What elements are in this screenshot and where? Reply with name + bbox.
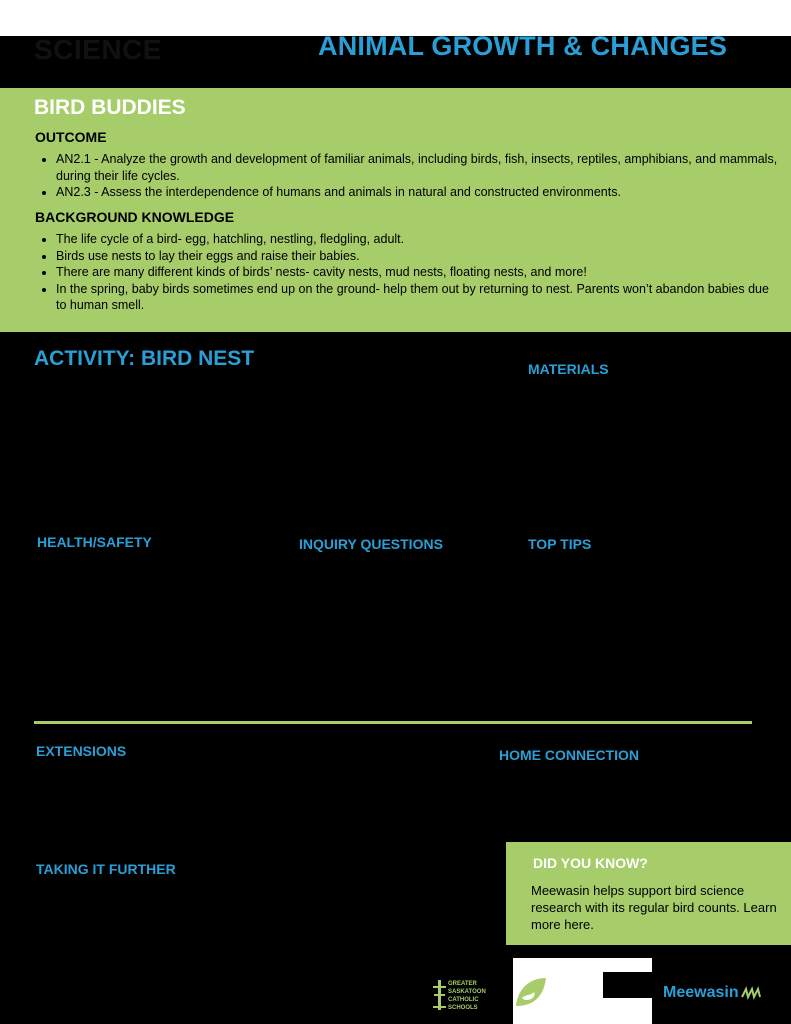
- taking-it-further-heading: TAKING IT FURTHER: [36, 861, 176, 877]
- did-you-know-heading: DID YOU KNOW?: [533, 855, 648, 871]
- background-heading: BACKGROUND KNOWLEDGE: [35, 209, 235, 225]
- logo-text-line: SASKATOON: [448, 989, 486, 995]
- top-tips-heading: TOP TIPS: [528, 536, 592, 552]
- logo-text-line: CATHOLIC: [448, 997, 479, 1003]
- list-item: • In the spring, baby birds sometimes end up on the ground- help them out by returning to nest. Parents won’t abandon babies due to human smell.: [56, 281, 776, 314]
- list-item: • AN2.1 - Analyze the growth and development of familiar animals, including birds, fish, insects, reptiles, amphibians, and mammals, during their life cycles.: [56, 151, 791, 184]
- meewasin-wave-icon: [741, 986, 763, 1000]
- meewasin-logo: [663, 984, 763, 1002]
- did-you-know-text[interactable]: Meewasin helps support bird science research with its regular bird counts. Learn more here.: [531, 883, 777, 932]
- meewasin-logo-text: Meewasin: [663, 984, 739, 1001]
- list-item: • There are many different kinds of birds’ nests- cavity nests, mud nests, floating nests, and more!: [56, 264, 776, 281]
- outcome-list: [36, 151, 791, 201]
- logo-text-line: GREATER: [448, 981, 477, 987]
- leaf-logo-icon: [514, 976, 548, 1008]
- activity-heading: ACTIVITY: BIRD NEST: [34, 347, 255, 370]
- background-list: [36, 231, 776, 314]
- page-title: ANIMAL GROWTH & CHANGES: [318, 31, 728, 61]
- logo-text-line: SCHOOLS: [448, 1005, 478, 1011]
- section-divider: [34, 721, 752, 724]
- logo-box-bar: [603, 972, 652, 998]
- home-connection-heading: HOME CONNECTION: [499, 747, 639, 763]
- header-dim-title: SCIENCE: [34, 34, 162, 65]
- list-item: • The life cycle of a bird- egg, hatchling, nestling, fledgling, adult.: [56, 231, 776, 248]
- extensions-heading: EXTENSIONS: [36, 743, 127, 759]
- health-safety-heading: HEALTH/SAFETY: [37, 534, 152, 550]
- list-item: • AN2.3 - Assess the interdependence of humans and animals in natural and constructed environments.: [56, 184, 791, 201]
- panel-title: BIRD BUDDIES: [34, 96, 186, 119]
- outcome-heading: OUTCOME: [35, 129, 107, 145]
- materials-heading: MATERIALS: [528, 361, 609, 377]
- inquiry-questions-heading: INQUIRY QUESTIONS: [299, 536, 443, 552]
- gscs-logo: [430, 976, 490, 1012]
- list-item: • Birds use nests to lay their eggs and raise their babies.: [56, 248, 776, 265]
